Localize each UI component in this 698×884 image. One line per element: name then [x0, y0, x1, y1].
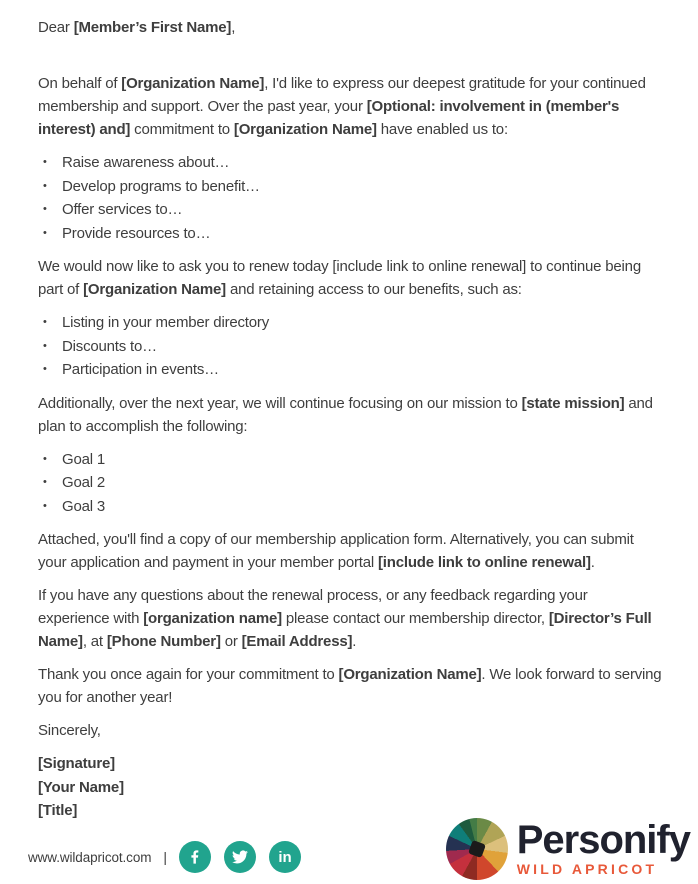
- logo-text: [516, 818, 690, 877]
- footer-links: [28, 841, 301, 873]
- bullet-list-goals: [38, 448, 662, 519]
- bullet-list-benefits: [38, 311, 662, 382]
- letter-body: [38, 16, 662, 833]
- signature-block: [Signature] [Your Name] [Title]: [38, 755, 124, 820]
- page-footer: [28, 818, 690, 880]
- paragraph-gratitude: On behalf of [Organization Name], I'd like to express our deepest gratitude for your continued membership and support. Over the past year, your [Optional: involvement in (member's interest) and] commitment to [Organization Name] have enabled us to:: [38, 75, 646, 138]
- salutation: Dear [Member’s First Name],: [38, 19, 236, 36]
- brand-tagline: WILD APRICOT: [516, 861, 658, 877]
- social-icons: [179, 841, 301, 873]
- footer-separator: |: [163, 849, 168, 865]
- bullet-item: • Goal 1: [38, 448, 662, 472]
- linkedin-icon[interactable]: [269, 841, 301, 873]
- bullet-item: • Develop programs to benefit…: [38, 175, 662, 199]
- bullet-item: • Raise awareness about…: [38, 151, 662, 175]
- personify-logo: [446, 818, 690, 880]
- brand-name: Personify: [516, 818, 690, 862]
- bullet-item: • Goal 2: [38, 471, 662, 495]
- pinwheel-logo-icon: [446, 818, 508, 880]
- bullet-item: • Goal 3: [38, 495, 662, 519]
- bullet-item: • Discounts to…: [38, 335, 662, 359]
- facebook-f-glyph: [187, 849, 203, 865]
- closing: Sincerely,: [38, 722, 101, 739]
- bullet-list-achievements: [38, 151, 662, 245]
- twitter-bird-glyph: [232, 849, 248, 865]
- paragraph-mission: Additionally, over the next year, we will continue focusing on our mission to [state mission] and plan to accomplish the following:: [38, 394, 653, 435]
- paragraph-renewal-ask: We would now like to ask you to renew today [include link to online renewal] to continue being part of [Organization Name] and retaining access to our benefits, such as:: [38, 258, 641, 298]
- paragraph-thanks: Thank you once again for your commitment to [Organization Name]. We look forward to serving you for another year!: [38, 666, 662, 706]
- paragraph-contact: If you have any questions about the renewal process, or any feedback regarding your experience with [organization name] please contact our membership director, [Director’s Full Name], at [Phone Number] or [Email Address].: [38, 587, 652, 650]
- bullet-item: • Listing in your member directory: [38, 311, 662, 335]
- facebook-icon[interactable]: [179, 841, 211, 873]
- paragraph-application: Attached, you'll find a copy of our membership application form. Alternatively, you can submit your application and payment in your member portal [include link to online renewal].: [38, 531, 634, 571]
- twitter-icon[interactable]: [224, 841, 256, 873]
- bullet-item: • Offer services to…: [38, 198, 662, 222]
- linkedin-in-glyph: in: [278, 848, 292, 866]
- bullet-item: • Provide resources to…: [38, 222, 662, 246]
- website-link[interactable]: www.wildapricot.com: [28, 849, 152, 865]
- bullet-item: • Participation in events…: [38, 358, 662, 382]
